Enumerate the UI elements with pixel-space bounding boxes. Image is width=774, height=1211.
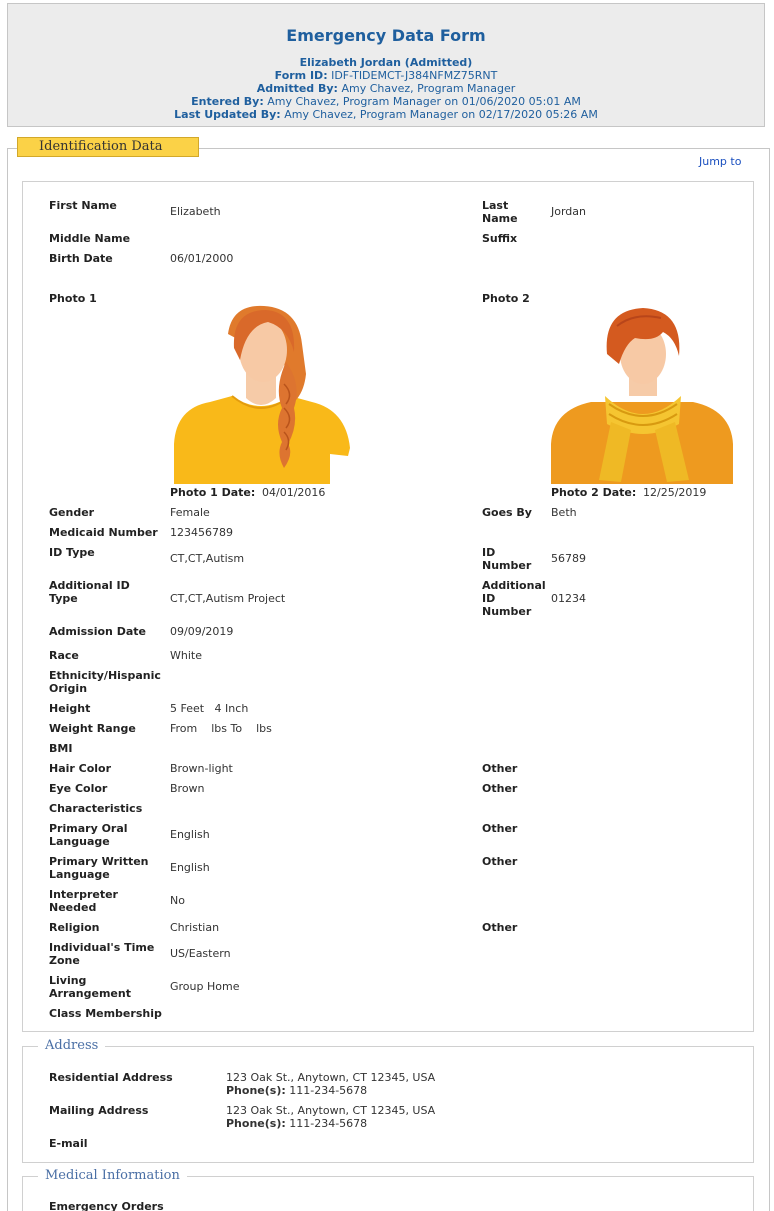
photo1-date-value: 04/01/2016 [262, 486, 326, 499]
hair-color-label: Hair Color [49, 762, 112, 775]
photo2-label: Photo 2 [482, 292, 530, 305]
additional-id-type-value: CT,CT,Autism Project [170, 592, 286, 605]
entered-by: Amy Chavez, Program Manager on 01/06/2020 05:01 AM [267, 95, 581, 108]
hair-color-value: Brown-light [170, 762, 233, 775]
height-label: Height [49, 702, 91, 715]
eye-color-value: Brown [170, 782, 205, 795]
birth-date-label: Birth Date [49, 252, 113, 265]
address-legend: Address [38, 1038, 105, 1053]
religion-other-label: Other [482, 921, 518, 934]
last-name-value: Jordan [551, 205, 586, 218]
identification-tab: Identification Data [17, 137, 199, 157]
photo2-date-label: Photo 2 Date: [551, 486, 637, 499]
primary-oral-language-label: Primary Oral Language [49, 822, 128, 848]
primary-oral-language-value: English [170, 828, 210, 841]
eye-color-label: Eye Color [49, 782, 108, 795]
interpreter-needed-value: No [170, 894, 185, 907]
first-name-value: Elizabeth [170, 205, 221, 218]
updated-by-label: Last Updated By: [174, 108, 281, 121]
goes-by-value: Beth [551, 506, 577, 519]
time-zone-value: US/Eastern [170, 947, 231, 960]
race-value: White [170, 649, 202, 662]
id-number-value: 56789 [551, 552, 586, 565]
religion-label: Religion [49, 921, 100, 934]
time-zone-label: Individual's Time Zone [49, 941, 155, 967]
admission-date-label: Admission Date [49, 625, 146, 638]
gender-label: Gender [49, 506, 95, 519]
residential-address-value: 123 Oak St., Anytown, CT 12345, USA Phone(s): 111-234-5678 [226, 1071, 436, 1097]
class-membership-label: Class Membership [49, 1007, 162, 1020]
living-arrangement-label: Living Arrangement [49, 974, 131, 1000]
goes-by-label: Goes By [482, 506, 532, 519]
medicaid-value: 123456789 [170, 526, 233, 539]
characteristics-label: Characteristics [49, 802, 143, 815]
residential-address-label: Residential Address [49, 1071, 173, 1084]
additional-id-number-value: 01234 [551, 592, 586, 605]
residential-phone-label: Phone(s): [226, 1084, 286, 1097]
medical-legend: Medical Information [38, 1168, 187, 1183]
bmi-label: BMI [49, 742, 73, 755]
interpreter-needed-label: Interpreter Needed [49, 888, 118, 914]
photo2-date-value: 12/25/2019 [643, 486, 707, 499]
updated-by: Amy Chavez, Program Manager on 02/17/2020 05:26 AM [284, 108, 598, 121]
oral-other-label: Other [482, 822, 518, 835]
medicaid-label: Medicaid Number [49, 526, 158, 539]
mailing-address-label: Mailing Address [49, 1104, 149, 1117]
page-title: Emergency Data Form [286, 26, 486, 45]
id-type-value: CT,CT,Autism [170, 552, 245, 565]
form-id-label: Form ID: [274, 69, 328, 82]
form-id: IDF-TIDEMCT-J384NFMZ75RNT [331, 69, 498, 82]
birth-date-value: 06/01/2000 [170, 252, 234, 265]
id-number-label: ID Number [482, 546, 532, 572]
primary-written-language-label: Primary Written Language [49, 855, 149, 881]
weight-range-value: From lbs To lbs [170, 722, 272, 735]
additional-id-number-label: Additional ID Number [482, 579, 546, 618]
gender-value: Female [170, 506, 210, 519]
id-type-label: ID Type [49, 546, 95, 559]
primary-written-language-value: English [170, 861, 210, 874]
person-name: Elizabeth Jordan (Admitted) [299, 56, 473, 69]
first-name-label: First Name [49, 199, 117, 212]
admitted-by: Amy Chavez, Program Manager [341, 82, 516, 95]
suffix-label: Suffix [482, 232, 518, 245]
living-arrangement-value: Group Home [170, 980, 240, 993]
mailing-address-value: 123 Oak St., Anytown, CT 12345, USA Phone(s): 111-234-5678 [226, 1104, 436, 1130]
race-label: Race [49, 649, 79, 662]
photo-2 [551, 304, 733, 484]
photo-1 [170, 304, 352, 484]
religion-value: Christian [170, 921, 220, 934]
admission-date-value: 09/09/2019 [170, 625, 234, 638]
ethnicity-label: Ethnicity/Hispanic Origin [49, 669, 161, 695]
photo1-date-label: Photo 1 Date: [170, 486, 256, 499]
last-name-label: Last Name [482, 199, 518, 225]
photo1-label: Photo 1 [49, 292, 97, 305]
written-other-label: Other [482, 855, 518, 868]
jump-to-link[interactable]: Jump to [699, 155, 742, 168]
form-header [7, 3, 765, 127]
hair-other-label: Other [482, 762, 518, 775]
header-details [8, 56, 764, 121]
emergency-orders-label: Emergency Orders [49, 1200, 164, 1211]
entered-by-label: Entered By: [191, 95, 264, 108]
mailing-phone-label: Phone(s): [226, 1117, 286, 1130]
weight-range-label: Weight Range [49, 722, 136, 735]
email-label: E-mail [49, 1137, 88, 1150]
middle-name-label: Middle Name [49, 232, 131, 245]
residential-phone-value: 111-234-5678 [289, 1084, 368, 1097]
eye-other-label: Other [482, 782, 518, 795]
admitted-by-label: Admitted By: [256, 82, 338, 95]
additional-id-type-label: Additional ID Type [49, 579, 130, 605]
height-value: 5 Feet 4 Inch [170, 702, 249, 715]
mailing-phone-value: 111-234-5678 [289, 1117, 368, 1130]
